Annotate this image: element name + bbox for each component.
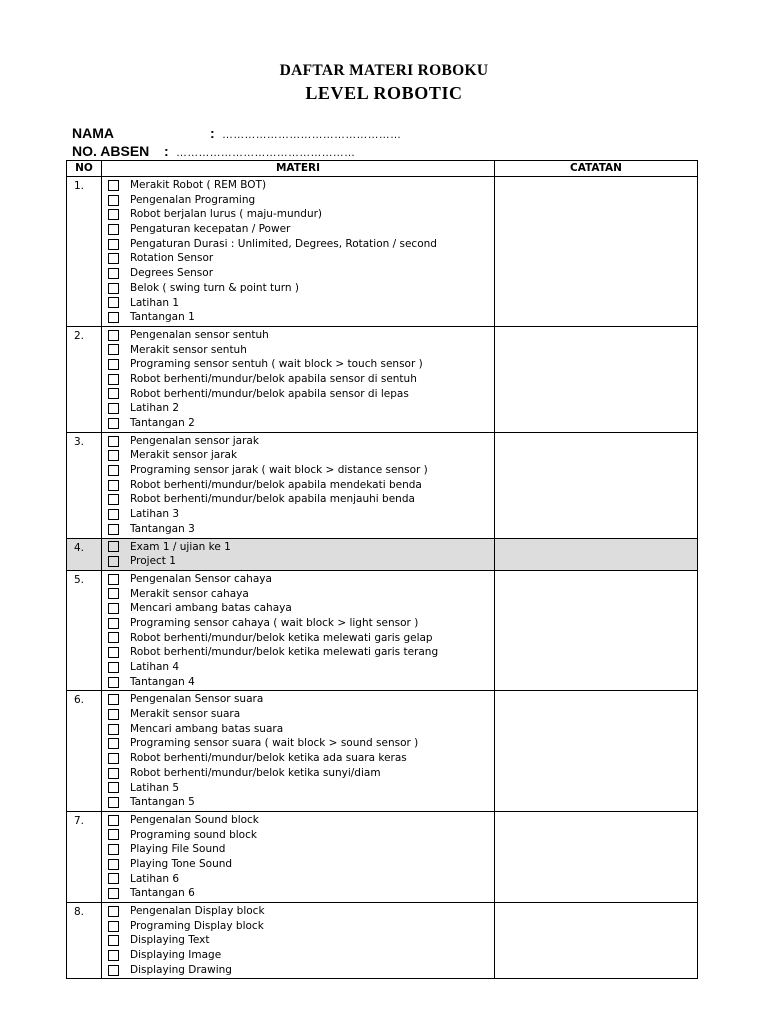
materi-item — [108, 616, 494, 631]
materi-item — [108, 193, 494, 208]
materi-item — [108, 842, 494, 857]
materi-item — [108, 645, 494, 660]
catatan-cell[interactable] — [495, 538, 698, 570]
checkbox[interactable] — [108, 480, 119, 491]
table-row — [67, 177, 698, 327]
materi-item-label: Mencari ambang batas suara — [130, 722, 284, 735]
materi-item-label: Programing Display block — [130, 919, 264, 932]
materi-item — [108, 751, 494, 766]
materi-cell — [102, 432, 495, 538]
document-subtitle: LEVEL ROBOTIC — [305, 83, 463, 103]
materi-item-label: Displaying Image — [130, 949, 222, 962]
materi-item-label: Programing sensor suara ( wait block > sound sensor ) — [130, 737, 419, 750]
materi-cell — [102, 903, 495, 979]
materi-item-label: Robot berhenti/mundur/belok ketika melewati garis gelap — [130, 631, 433, 644]
checkbox[interactable] — [108, 195, 119, 206]
materi-item — [108, 310, 494, 325]
materi-item — [108, 387, 494, 402]
materi-item-label: Rotation Sensor — [130, 252, 214, 265]
materi-item — [108, 660, 494, 675]
checkbox[interactable] — [108, 574, 119, 585]
row-number: 1. — [67, 177, 102, 327]
checkbox[interactable] — [108, 709, 119, 720]
materi-item-label: Pengenalan Display block — [130, 905, 265, 917]
checkbox[interactable] — [108, 965, 119, 976]
nama-field — [72, 125, 401, 143]
materi-item — [108, 904, 494, 919]
materi-item — [108, 631, 494, 646]
materi-item — [108, 401, 494, 416]
no-absen-colon: : — [164, 143, 169, 159]
checkbox[interactable] — [108, 647, 119, 658]
checkbox[interactable] — [108, 450, 119, 461]
materi-item — [108, 343, 494, 358]
materi-item-label: Tantangan 2 — [130, 417, 195, 429]
checkbox[interactable] — [108, 768, 119, 779]
checkbox[interactable] — [108, 797, 119, 808]
materi-cell — [102, 538, 495, 570]
materi-item-label: Programing sensor sentuh ( wait block > touch sensor ) — [130, 358, 423, 371]
table-row — [67, 903, 698, 979]
checkbox[interactable] — [108, 950, 119, 961]
materi-item-label: Robot berhenti/mundur/belok apabila menjauhi benda — [130, 493, 415, 506]
table-row — [67, 811, 698, 902]
catatan-cell[interactable] — [495, 691, 698, 812]
row-number: 6. — [67, 691, 102, 812]
table-row — [67, 570, 698, 691]
materi-item — [108, 948, 494, 963]
checkbox[interactable] — [108, 829, 119, 840]
materi-item — [108, 828, 494, 843]
table-row — [67, 538, 698, 570]
materi-item-label: Tantangan 4 — [130, 675, 195, 688]
materi-item — [108, 919, 494, 934]
checkbox[interactable] — [108, 418, 119, 429]
checkbox[interactable] — [108, 724, 119, 735]
materi-item — [108, 572, 494, 587]
checkbox[interactable] — [108, 632, 119, 643]
materi-list — [102, 177, 494, 326]
materi-cell — [102, 691, 495, 812]
materi-item-label: Robot berhenti/mundur/belok apabila sensor di lepas — [130, 387, 409, 400]
materi-item — [108, 251, 494, 266]
materi-item-label: Merakit sensor suara — [130, 708, 241, 721]
no-absen-label: NO. ABSEN — [72, 143, 150, 159]
materi-item-label: Latihan 1 — [130, 296, 180, 309]
materi-item — [108, 434, 494, 449]
materi-item — [108, 813, 494, 828]
materi-item-label: Mencari ambang batas cahaya — [130, 602, 292, 615]
materi-item — [108, 178, 494, 193]
materi-item-label: Playing File Sound — [130, 843, 226, 856]
checkbox[interactable] — [108, 268, 119, 279]
materi-item — [108, 328, 494, 343]
materi-item — [108, 795, 494, 810]
checkbox[interactable] — [108, 935, 119, 946]
nama-label: NAMA — [72, 125, 114, 141]
materi-item-label: Latihan 6 — [130, 872, 180, 885]
checkbox[interactable] — [108, 403, 119, 414]
materi-item-label: Robot berhenti/mundur/belok ketika melewati garis terang — [130, 646, 439, 659]
materi-item — [108, 933, 494, 948]
materi-item — [108, 372, 494, 387]
checkbox[interactable] — [108, 906, 119, 917]
table-header-row — [67, 161, 698, 177]
materi-item-label: Belok ( swing turn & point turn ) — [130, 281, 300, 294]
checkbox[interactable] — [108, 180, 119, 191]
checkbox[interactable] — [108, 618, 119, 629]
materi-item — [108, 766, 494, 781]
materi-item-label: Pengenalan sensor jarak — [130, 434, 259, 447]
checkbox[interactable] — [108, 297, 119, 308]
materi-item — [108, 357, 494, 372]
materi-item — [108, 478, 494, 493]
header-catatan: CATATAN — [495, 161, 698, 177]
materi-item-label: Pengaturan Durasi : Unlimited, Degrees, Rotation / second — [130, 237, 437, 250]
row-number: 5. — [67, 570, 102, 691]
materi-list — [102, 539, 494, 570]
materi-item — [108, 266, 494, 281]
table-body — [67, 177, 698, 979]
checkbox[interactable] — [108, 330, 119, 341]
document-title: DAFTAR MATERI ROBOKU — [279, 62, 489, 79]
materi-item — [108, 722, 494, 737]
checkbox[interactable] — [108, 359, 119, 370]
materi-item-label: Project 1 — [130, 555, 176, 568]
materi-item-label: Playing Tone Sound — [130, 857, 233, 870]
materi-cell — [102, 570, 495, 691]
materi-item-label: Pengenalan Sensor suara — [130, 693, 264, 706]
checkbox[interactable] — [108, 662, 119, 673]
checkbox[interactable] — [108, 494, 119, 505]
nama-colon: : — [210, 125, 215, 141]
checkbox[interactable] — [108, 541, 119, 552]
checkbox[interactable] — [108, 888, 119, 899]
materi-item — [108, 207, 494, 222]
row-number: 3. — [67, 432, 102, 538]
materi-item — [108, 886, 494, 901]
catatan-cell[interactable] — [495, 903, 698, 979]
materi-list — [102, 433, 494, 538]
materi-item-label: Robot berhenti/mundur/belok apabila mendekati benda — [130, 478, 422, 491]
checkbox[interactable] — [108, 556, 119, 567]
materi-item — [108, 587, 494, 602]
materi-cell — [102, 811, 495, 902]
checkbox[interactable] — [108, 677, 119, 688]
materi-checklist-table — [66, 160, 698, 979]
materi-item — [108, 463, 494, 478]
checkbox[interactable] — [108, 753, 119, 764]
materi-item-label: Merakit Robot ( REM BOT) — [130, 179, 267, 191]
header-materi: MATERI — [102, 161, 495, 177]
materi-list — [102, 691, 494, 811]
catatan-cell[interactable] — [495, 177, 698, 327]
materi-item-label: Latihan 2 — [130, 402, 180, 415]
materi-list — [102, 812, 494, 902]
materi-item-label: Latihan 3 — [130, 508, 180, 521]
catatan-cell[interactable] — [495, 326, 698, 432]
checkbox[interactable] — [108, 524, 119, 535]
materi-item — [108, 416, 494, 431]
materi-item — [108, 707, 494, 722]
no-absen-field — [72, 143, 355, 161]
nama-blank-line[interactable]: ………………………………………… — [222, 129, 402, 141]
table-row — [67, 326, 698, 432]
row-number: 7. — [67, 811, 102, 902]
checkbox[interactable] — [108, 588, 119, 599]
checkbox[interactable] — [108, 782, 119, 793]
materi-list — [102, 327, 494, 432]
row-number: 8. — [67, 903, 102, 979]
materi-item-label: Robot berhenti/mundur/belok ketika sunyi/diam — [130, 766, 381, 779]
checkbox[interactable] — [108, 209, 119, 220]
checkbox[interactable] — [108, 253, 119, 264]
materi-item-label: Pengaturan kecepatan / Power — [130, 223, 291, 236]
checkbox[interactable] — [108, 374, 119, 385]
materi-item — [108, 540, 494, 555]
materi-item-label: Latihan 5 — [130, 781, 180, 794]
checkbox[interactable] — [108, 436, 119, 447]
header-no: NO — [67, 161, 102, 177]
materi-item — [108, 872, 494, 887]
materi-item-label: Pengenalan Sound block — [130, 813, 259, 826]
checkbox[interactable] — [108, 388, 119, 399]
catatan-cell[interactable] — [495, 432, 698, 538]
checkbox[interactable] — [108, 465, 119, 476]
materi-item — [108, 448, 494, 463]
materi-item-label: Tantangan 6 — [130, 887, 195, 900]
table-row — [67, 691, 698, 812]
checkbox[interactable] — [108, 815, 119, 826]
materi-item — [108, 857, 494, 872]
materi-item-label: Programing sensor cahaya ( wait block > light sensor ) — [130, 616, 419, 629]
materi-item-label: Tantangan 3 — [130, 522, 195, 535]
materi-item-label: Merakit sensor sentuh — [130, 343, 247, 356]
table-row — [67, 432, 698, 538]
checkbox[interactable] — [108, 344, 119, 355]
checkbox[interactable] — [108, 603, 119, 614]
materi-item-label: Exam 1 / ujian ke 1 — [130, 540, 231, 553]
catatan-cell[interactable] — [495, 811, 698, 902]
materi-item — [108, 522, 494, 537]
checkbox[interactable] — [108, 509, 119, 520]
checkbox[interactable] — [108, 738, 119, 749]
materi-item — [108, 692, 494, 707]
materi-item — [108, 601, 494, 616]
checkbox[interactable] — [108, 283, 119, 294]
checkbox[interactable] — [108, 694, 119, 705]
materi-cell — [102, 177, 495, 327]
catatan-cell[interactable] — [495, 570, 698, 691]
materi-list — [102, 571, 494, 691]
materi-item — [108, 675, 494, 690]
materi-list — [102, 903, 494, 978]
materi-item-label: Degrees Sensor — [130, 267, 214, 280]
materi-item — [108, 492, 494, 507]
checkbox[interactable] — [108, 844, 119, 855]
materi-item-label: Latihan 4 — [130, 661, 180, 673]
checkbox[interactable] — [108, 239, 119, 250]
checkbox[interactable] — [108, 312, 119, 323]
materi-item — [108, 296, 494, 311]
materi-item-label: Tantangan 1 — [130, 311, 195, 324]
no-absen-blank-line[interactable]: ………………………………………… — [176, 147, 356, 159]
materi-item — [108, 237, 494, 252]
materi-item — [108, 222, 494, 237]
materi-item — [108, 781, 494, 796]
materi-item-label: Merakit sensor cahaya — [130, 587, 249, 600]
row-number: 2. — [67, 326, 102, 432]
materi-item-label: Programing sound block — [130, 828, 257, 841]
materi-item — [108, 281, 494, 296]
materi-item-label: Displaying Drawing — [130, 963, 232, 976]
row-number: 4. — [67, 538, 102, 570]
checkbox[interactable] — [108, 921, 119, 932]
materi-item-label: Displaying Text — [130, 934, 210, 947]
materi-item — [108, 963, 494, 978]
materi-item — [108, 554, 494, 569]
materi-item — [108, 736, 494, 751]
materi-item-label: Tantangan 5 — [130, 796, 195, 809]
materi-cell — [102, 326, 495, 432]
materi-item-label: Programing sensor jarak ( wait block > distance sensor ) — [130, 464, 428, 477]
materi-item-label: Pengenalan sensor sentuh — [130, 328, 269, 341]
materi-item-label: Merakit sensor jarak — [130, 449, 238, 462]
checkbox[interactable] — [108, 224, 119, 235]
materi-item — [108, 507, 494, 522]
materi-item-label: Pengenalan Programing — [130, 193, 256, 206]
materi-item-label: Robot berhenti/mundur/belok apabila sensor di sentuh — [130, 372, 417, 385]
materi-item-label: Robot berjalan lurus ( maju-mundur) — [130, 208, 323, 221]
materi-item-label: Pengenalan Sensor cahaya — [130, 572, 272, 585]
materi-item-label: Robot berhenti/mundur/belok ketika ada suara keras — [130, 752, 407, 765]
checkbox[interactable] — [108, 859, 119, 870]
checkbox[interactable] — [108, 873, 119, 884]
